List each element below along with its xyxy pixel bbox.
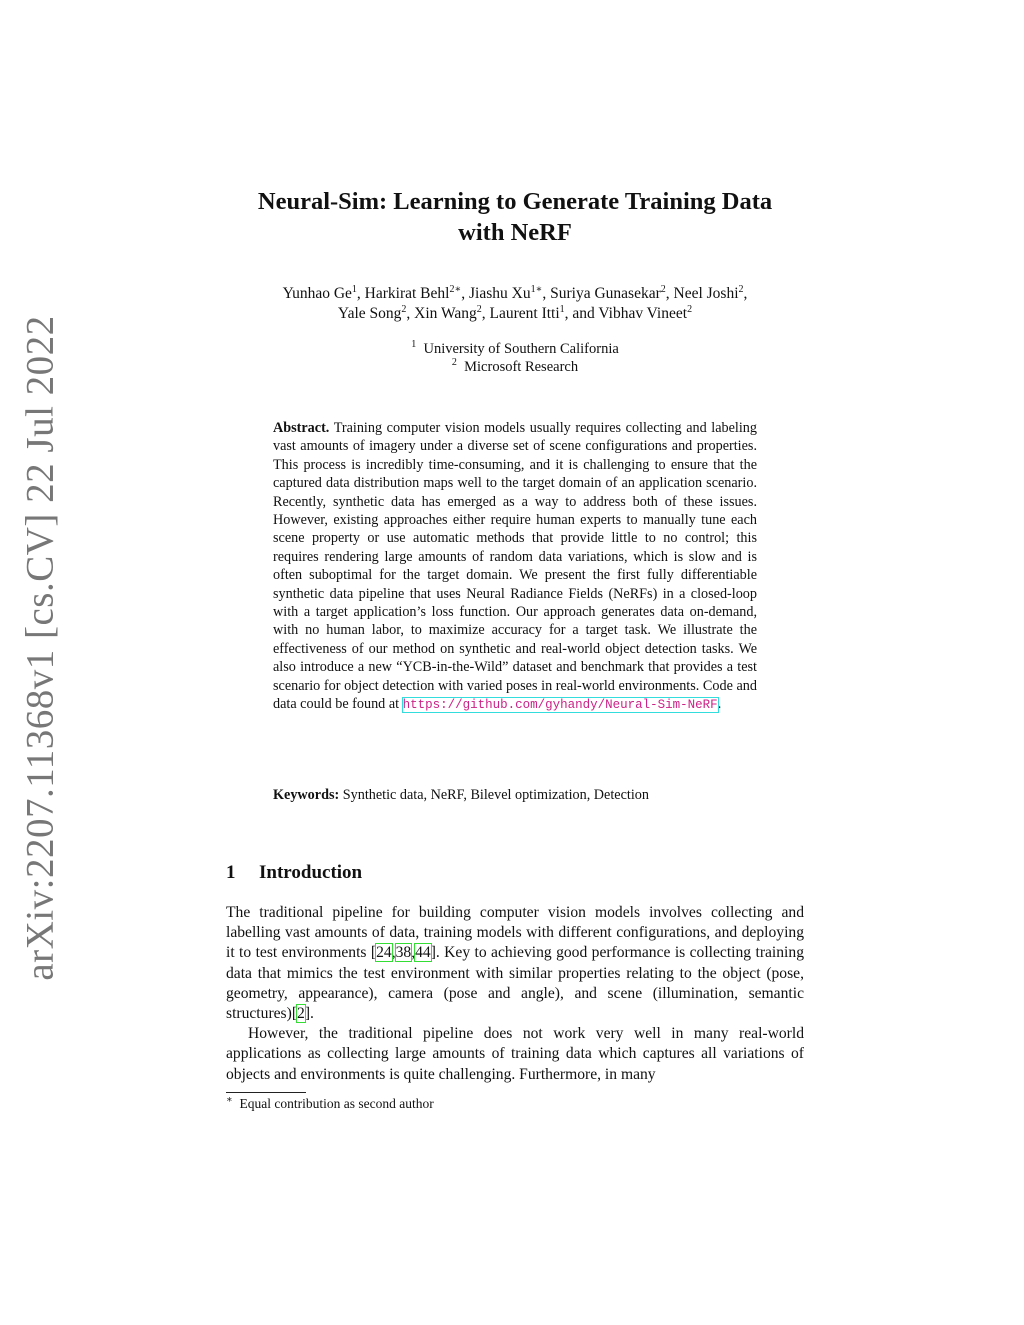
intro-text: The traditional pipeline for building computer vision models involves collecting and labelling vast amounts of data, training models with different configurations, and deploying it to test environments [ bbox=[226, 904, 804, 962]
author-name: and Vibhav Vineet bbox=[572, 305, 688, 322]
citation-link[interactable]: 2 bbox=[297, 1005, 305, 1023]
section-heading-introduction bbox=[226, 862, 362, 884]
paper-title bbox=[210, 186, 820, 248]
author-affiliation-mark: 2 bbox=[401, 303, 407, 315]
keywords bbox=[273, 786, 757, 804]
author-affiliation-mark: 2∗ bbox=[449, 283, 462, 295]
citation-link[interactable]: 38 bbox=[395, 944, 412, 962]
title-line-2: with NeRF bbox=[458, 219, 572, 246]
affiliation-mark: 1 bbox=[411, 339, 417, 351]
author-line-2 bbox=[190, 304, 840, 324]
section-number: 1 bbox=[226, 862, 236, 883]
intro-paragraph-1: The traditional pipeline for building computer vision models involves collecting and labelling vast amounts of data, training models with different configurations, and deploying it to test environments [24,38,44]. Key to achieving good performance is collecting training data that mimics the test environment with similar properties relating to the object (pose, geometry, appearance), camera (pose and angle), and scene (illumination, semantic structures)[2]. bbox=[226, 904, 804, 1023]
author-affiliation-mark: 2 bbox=[660, 283, 666, 295]
footnote-divider bbox=[226, 1092, 306, 1093]
abstract-text: Training computer vision models usually requires collecting and labeling vast amounts of imagery under a diverse set of scene configurations and properties. This process is incredibly time-consuming, and it is challenging to ensure that the captured data distribution maps well to the target domain of an application scenario. Recently, synthetic data has emerged as a way to address both of these issues. However, existing approaches either require human experts to manually tune each scene property or use automatic methods that provide little to no control; this requires rendering large amounts of random data variations, which is slow and is often suboptimal for the target domain. We present the first fully differentiable synthetic data pipeline that uses Neural Radiance Fields (NeRFs) in a closed-loop with a target application’s loss function. Our approach generates data on-demand, with no human labor, to maximize accuracy for a target task. We illustrate the effectiveness of our method on synthetic and real-world object detection tasks. We also introduce a new “YCB-in-the-Wild” dataset and benchmark that provides a test scenario for object detection with varied poses in real-world environments. Code and data could be found at bbox=[273, 420, 757, 713]
author-separator: , bbox=[743, 285, 748, 302]
author-separator: , bbox=[542, 285, 551, 302]
citation-link[interactable]: 44 bbox=[415, 944, 431, 962]
author-name: Neel Joshi bbox=[673, 285, 739, 302]
author-name: Jiashu Xu bbox=[469, 285, 531, 302]
author-list bbox=[190, 284, 840, 324]
title-line-1: Neural-Sim: Learning to Generate Training Data bbox=[257, 188, 773, 215]
keywords-text: Synthetic data, NeRF, Bilevel optimization, Detection bbox=[342, 787, 649, 803]
author-separator: , bbox=[461, 285, 469, 302]
author-name: Xin Wang bbox=[414, 305, 477, 322]
keywords-label: Keywords: bbox=[273, 787, 340, 803]
author-separator: , bbox=[665, 285, 674, 302]
author-affiliation-mark: 2 bbox=[476, 303, 482, 315]
author-name: Suriya Gunasekar bbox=[550, 285, 661, 302]
author-name: Harkirat Behl bbox=[364, 285, 450, 302]
introduction-body bbox=[226, 903, 804, 1085]
affiliation-list bbox=[290, 340, 740, 376]
author-separator: , bbox=[564, 305, 573, 322]
author-name: Yunhao Ge bbox=[282, 285, 352, 302]
author-line-1 bbox=[190, 284, 840, 304]
author-affiliation-mark: 1 bbox=[351, 283, 357, 295]
abstract-end-punctuation: . bbox=[717, 696, 722, 713]
abstract-label: Abstract. bbox=[273, 420, 330, 436]
intro-text: ]. bbox=[304, 1005, 314, 1023]
intro-text: ]. Key to achieving good performance is collecting training data that mimics the test environment with similar properties relating to the object (pose, geometry, appearance), camera (pose and angle), and scene (illumination, semantic structures)[ bbox=[226, 944, 804, 1023]
affiliation-item bbox=[290, 340, 740, 358]
footnote-mark: ∗ bbox=[226, 1094, 233, 1106]
affiliation-item bbox=[290, 358, 740, 376]
affiliation-mark: 2 bbox=[451, 357, 457, 369]
author-separator: , bbox=[356, 285, 365, 302]
author-affiliation-mark: 1∗ bbox=[530, 283, 543, 295]
code-repository-link[interactable]: https://github.com/gyhandy/Neural-Sim-NeRF bbox=[402, 698, 718, 713]
author-affiliation-mark: 2 bbox=[687, 303, 693, 315]
author-affiliation-mark: 2 bbox=[738, 283, 744, 295]
author-name: Laurent Itti bbox=[489, 305, 560, 322]
affiliation-name: Microsoft Research bbox=[464, 359, 579, 375]
author-separator: , bbox=[481, 305, 490, 322]
citation-link[interactable]: 24 bbox=[376, 944, 392, 962]
abstract bbox=[273, 419, 757, 715]
author-separator: , bbox=[406, 305, 415, 322]
footnote bbox=[226, 1095, 434, 1113]
arxiv-identifier-stamp: arXiv:2207.11368v1 [cs.CV] 22 Jul 2022 bbox=[18, 315, 62, 981]
intro-paragraph-2: However, the traditional pipeline does not work very well in many real-world applications as collecting large amounts of training data which captures all variations of objects and environments is quite challenging. Furthermore, in many bbox=[226, 1025, 804, 1083]
section-title: Introduction bbox=[259, 862, 363, 883]
author-name: Yale Song bbox=[337, 305, 402, 322]
affiliation-name: University of Southern California bbox=[423, 341, 619, 357]
author-affiliation-mark: 1 bbox=[559, 303, 565, 315]
footnote-text: Equal contribution as second author bbox=[239, 1096, 434, 1111]
